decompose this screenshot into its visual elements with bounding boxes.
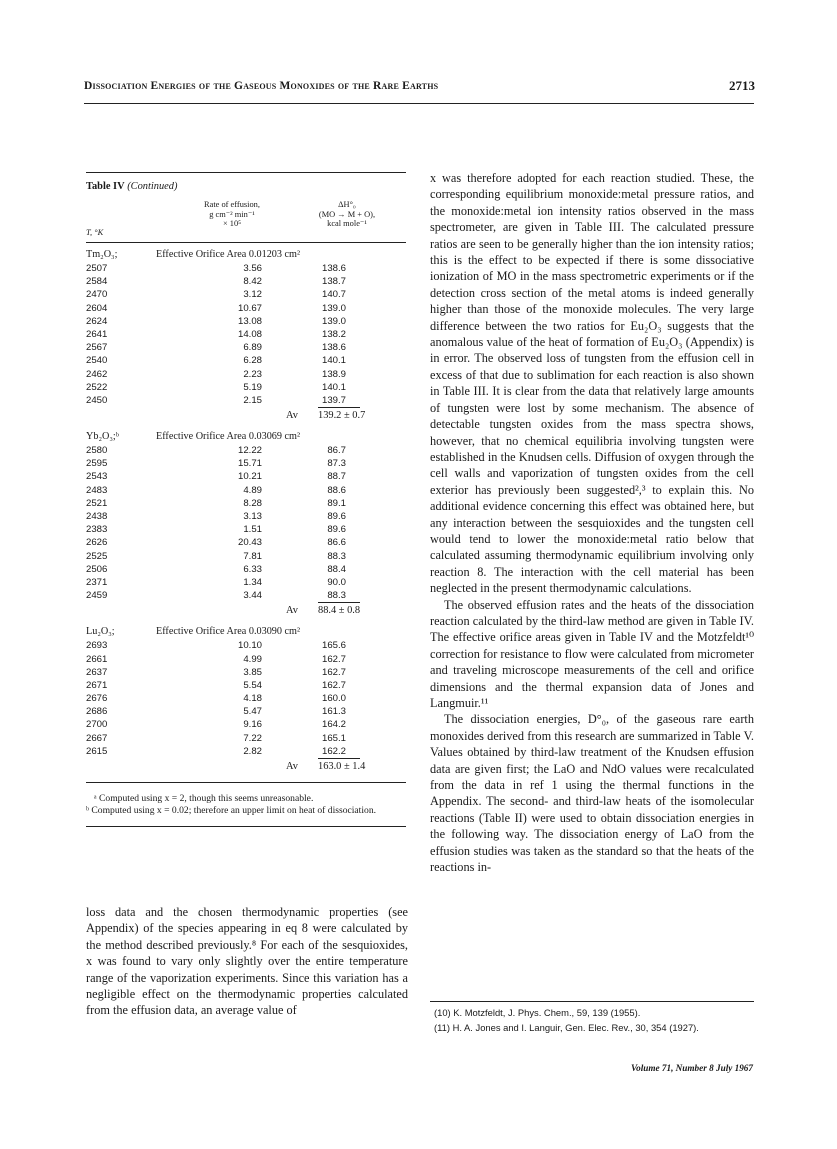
enthalpy-cell: 88.7 — [327, 471, 346, 483]
table-row — [86, 563, 406, 576]
enthalpy-cell: 140.1 — [321, 355, 346, 367]
running-header: Dissociation Energies of the Gaseous Monoxides of the Rare Earths — [84, 80, 439, 92]
average-row — [86, 407, 406, 425]
temperature-cell: 2580 — [86, 445, 108, 457]
table-row — [86, 354, 406, 367]
temperature-cell: 2450 — [86, 394, 108, 406]
col-header-rate-line: Rate of effusion, — [204, 200, 260, 209]
rate-cell: 1.34 — [243, 576, 262, 588]
rate-cell: 5.54 — [243, 679, 262, 691]
compound-label: Lu₂O₃; — [86, 626, 115, 638]
rate-cell: 6.28 — [243, 355, 262, 367]
table-row — [86, 523, 406, 536]
average-row — [86, 602, 406, 620]
temperature-cell: 2371 — [86, 576, 108, 588]
rate-cell: 20.43 — [237, 537, 262, 549]
enthalpy-cell: 140.1 — [321, 381, 346, 393]
table-row — [86, 536, 406, 549]
table-row — [86, 732, 406, 745]
table-footnotes — [86, 793, 406, 816]
table-row — [86, 262, 406, 275]
average-label: Av — [286, 605, 298, 617]
enthalpy-cell: 88.4 — [327, 563, 346, 575]
enthalpy-cell: 138.7 — [321, 276, 346, 288]
average-label: Av — [286, 761, 298, 772]
temperature-cell: 2525 — [86, 550, 108, 562]
header-rule-line — [86, 242, 406, 243]
enthalpy-cell: 165.6 — [321, 640, 346, 652]
average-label: Av — [286, 410, 298, 422]
col-header-dh-line: kcal mole⁻¹ — [327, 219, 367, 229]
page-footer: Volume 71, Number 8 July 1967 — [631, 1063, 753, 1073]
table-row — [86, 484, 406, 497]
table-section — [86, 624, 406, 776]
temperature-cell: 2584 — [86, 276, 108, 288]
rate-cell: 5.19 — [243, 381, 262, 393]
table-row — [86, 745, 406, 758]
table-section — [86, 247, 406, 425]
temperature-cell: 2567 — [86, 342, 108, 354]
rate-cell: 3.44 — [243, 590, 262, 602]
header-rule — [84, 103, 754, 104]
table-row — [86, 275, 406, 288]
table-row — [86, 328, 406, 341]
rate-cell: 3.85 — [243, 666, 262, 678]
temperature-cell: 2671 — [86, 679, 108, 691]
table-footnote-a: ᵃ Computed using x = 2, though this seems unreasonable. — [94, 793, 314, 804]
table-row — [86, 368, 406, 381]
average-value: 139.2 ± 0.7 — [318, 410, 366, 422]
temperature-cell: 2661 — [86, 653, 108, 665]
rate-cell: 10.67 — [237, 302, 262, 314]
table-column-headers — [86, 200, 406, 240]
rate-cell: 3.12 — [243, 289, 262, 301]
table-row — [86, 639, 406, 652]
compound-label: Tm₂O₃; — [86, 249, 118, 260]
temperature-cell: 2383 — [86, 524, 108, 536]
rate-cell: 7.22 — [243, 732, 262, 744]
temperature-cell: 2693 — [86, 640, 108, 652]
section-header — [86, 247, 406, 262]
temperature-cell: 2540 — [86, 355, 108, 367]
body-paragraph: The observed effusion rates and the heats of the dissociation reaction calculated by the third-law method are given in Table IV. The effective orifice areas given in Table IV and the Motzfeldt¹⁰ correction for resistance to flow were calculated from micrometer and traveling microscope measurements of the cell and orifice dimensions and the thermal expansion data of Jones and Langmuir.¹¹ — [430, 597, 754, 710]
table-section — [86, 429, 406, 620]
temperature-cell: 2483 — [86, 484, 108, 496]
table-row — [86, 718, 406, 731]
rate-cell: 3.56 — [243, 263, 262, 274]
orifice-area: Effective Orifice Area 0.01203 cm² — [156, 249, 301, 260]
enthalpy-cell: 88.3 — [327, 590, 346, 602]
compound-label: Yb₂O₃;ᵇ — [86, 431, 119, 443]
rate-cell: 14.08 — [237, 328, 262, 340]
rate-cell: 12.22 — [237, 445, 262, 457]
temperature-cell: 2686 — [86, 706, 108, 718]
temperature-cell: 2667 — [86, 732, 108, 744]
orifice-area: Effective Orifice Area 0.03069 cm² — [156, 431, 301, 443]
rate-cell: 6.89 — [243, 342, 262, 354]
table-row — [86, 470, 406, 483]
reference-item: (10) K. Motzfeldt, J. Phys. Chem., 59, 139 (1955). — [434, 1007, 641, 1018]
average-value: 88.4 ± 0.8 — [318, 605, 361, 617]
rate-cell: 4.89 — [243, 484, 262, 496]
temperature-cell: 2438 — [86, 511, 108, 522]
temperature-cell: 2624 — [86, 315, 108, 327]
temperature-cell: 2543 — [86, 471, 108, 483]
table-row — [86, 302, 406, 315]
enthalpy-cell: 90.0 — [327, 576, 346, 588]
body-paragraph: loss data and the chosen thermodynamic properties (see Appendix) of the species appearing in eq 8 were calculated by the method described previously.⁸ For each of the sesquioxides, x was found to vary only slightly over the entire temperature range of the vaporization experiments. Since this variation has a negligible effect on the thermodynamic properties calculated from the effusion data, an average value of — [86, 905, 408, 1018]
temperature-cell: 2626 — [86, 537, 108, 549]
enthalpy-cell: 138.2 — [321, 328, 346, 340]
rate-cell: 1.51 — [243, 524, 262, 536]
rate-cell: 3.13 — [243, 511, 262, 522]
table-bottom-rule — [86, 782, 406, 783]
table-continued: (Continued) — [127, 181, 178, 192]
enthalpy-cell: 162.2 — [321, 745, 346, 757]
table-iv — [86, 172, 406, 827]
temperature-cell: 2604 — [86, 302, 108, 314]
enthalpy-cell: 140.7 — [321, 289, 346, 301]
col-header-rate-line: × 10⁵ — [222, 219, 242, 229]
right-column-text — [430, 170, 754, 875]
rate-cell: 7.81 — [243, 550, 262, 562]
temperature-cell: 2637 — [86, 666, 108, 678]
table-row — [86, 394, 406, 407]
table-row — [86, 705, 406, 718]
enthalpy-cell: 88.6 — [327, 484, 346, 496]
enthalpy-cell: 88.3 — [327, 550, 346, 562]
rate-cell: 2.15 — [243, 394, 262, 406]
col-header-dh-line: ΔH°₀ — [338, 200, 356, 209]
table-row — [86, 550, 406, 563]
table-row — [86, 510, 406, 523]
rate-cell: 9.16 — [243, 719, 262, 731]
enthalpy-cell: 86.7 — [327, 445, 346, 457]
table-row — [86, 444, 406, 457]
table-row — [86, 679, 406, 692]
enthalpy-cell: 162.7 — [321, 679, 346, 691]
rate-cell: 8.42 — [243, 276, 262, 288]
temperature-cell: 2459 — [86, 590, 108, 602]
table-row — [86, 288, 406, 301]
references — [434, 1006, 756, 1035]
enthalpy-cell: 162.7 — [321, 653, 346, 665]
temperature-cell: 2615 — [86, 745, 108, 757]
table-row — [86, 457, 406, 470]
rate-cell: 8.28 — [243, 497, 262, 509]
table-row — [86, 381, 406, 394]
rate-cell: 2.82 — [243, 745, 262, 757]
rate-cell: 13.08 — [237, 315, 262, 327]
enthalpy-cell: 164.2 — [321, 719, 346, 731]
table-row — [86, 576, 406, 589]
page-number: 2713 — [729, 78, 755, 93]
temperature-cell: 2700 — [86, 719, 108, 731]
table-top-rule — [86, 172, 406, 173]
section-header — [86, 429, 406, 444]
rate-cell: 4.18 — [243, 693, 262, 705]
enthalpy-cell: 138.6 — [321, 342, 346, 354]
average-value: 163.0 ± 1.4 — [318, 761, 366, 772]
table-caption — [86, 181, 406, 192]
temperature-cell: 2595 — [86, 458, 108, 470]
enthalpy-cell: 162.7 — [321, 666, 346, 678]
enthalpy-cell: 160.0 — [321, 693, 346, 705]
average-row — [86, 758, 406, 776]
enthalpy-cell: 139.7 — [321, 394, 346, 406]
enthalpy-cell: 89.6 — [327, 511, 346, 522]
enthalpy-cell: 139.0 — [321, 302, 346, 314]
table-row — [86, 666, 406, 679]
temperature-cell: 2507 — [86, 263, 108, 274]
col-header-rate-line: g cm⁻² min⁻¹ — [209, 209, 255, 219]
temperature-cell: 2506 — [86, 563, 108, 575]
table-row — [86, 315, 406, 328]
table-row — [86, 653, 406, 666]
col-header-enthalpy — [292, 200, 402, 229]
enthalpy-cell: 89.6 — [327, 524, 346, 536]
rate-cell: 10.21 — [237, 471, 262, 483]
enthalpy-cell: 86.6 — [327, 537, 346, 549]
table-row — [86, 692, 406, 705]
temperature-cell: 2676 — [86, 693, 108, 705]
table-body — [86, 247, 406, 776]
reference-item: (11) H. A. Jones and I. Languir, Gen. Elec. Rev., 30, 354 (1927). — [434, 1021, 699, 1033]
rate-cell: 15.71 — [237, 458, 262, 470]
temperature-cell: 2521 — [86, 497, 108, 509]
col-header-dh-line: (MO → M + O), — [318, 209, 376, 219]
orifice-area: Effective Orifice Area 0.03090 cm² — [156, 626, 301, 638]
table-end-rule — [86, 826, 406, 827]
enthalpy-cell: 89.1 — [327, 497, 346, 509]
temperature-cell: 2641 — [86, 328, 108, 340]
table-footnote-b: ᵇ Computed using x = 0.02; therefore an upper limit on heat of dissociation. — [86, 804, 377, 816]
section-header — [86, 624, 406, 639]
table-row — [86, 589, 406, 602]
rate-cell: 5.47 — [243, 706, 262, 718]
rate-cell: 6.33 — [243, 563, 262, 575]
enthalpy-cell: 138.6 — [321, 263, 346, 274]
rate-cell: 2.23 — [243, 368, 262, 380]
rate-cell: 4.99 — [243, 653, 262, 665]
col-header-rate — [182, 200, 282, 229]
enthalpy-cell: 87.3 — [327, 458, 346, 470]
table-row — [86, 497, 406, 510]
body-paragraph: x was therefore adopted for each reaction studied. These, the corresponding equilibrium monoxide:metal pressure ratios, and the monoxide:metal ion intensity ratios observed in the mass spectrometer, are given in Table III. The calculated pressure ratios are seen to be generally higher than the ion intensity ratios; this is the effect to be expected if there is some dissociative ionization of MO in the mass spectrometric experiments or if the detection cross section of the metal atoms is indeed generally higher than those of the monoxide molecules. The very large difference between the two ratios for Eu₂O₃ suggests that the anomalous value of the heat of formation of Eu₂O₃ (Appendix) is in error. The observed loss of tungsten from the effusion cell in excess of that due to sublimation for each reaction is also shown in Table III. It is clear from the data that relatively large amounts of tungsten were lost by some mechanism. The absence of detectable tungsten oxides from the mass spectra shows, however, that no chemical equilibria involving tungsten were established in the Knudsen cells. Diffusion of oxygen through the cell walls and vaporization of tungsten oxides from the cell exterior has previously been suggested²,³ to explain this. No additional evidence concerning this effect was obtained here, but any interaction between the sesquioxides and the tungsten cell would tend to lower the monoxide:metal ratio below that calculated assuming thermodynamic equilibrium involving only reaction 8. The interaction with the cell material has been neglected in the present thermodynamic calculations. — [430, 171, 754, 596]
temperature-cell: 2470 — [86, 289, 108, 301]
temperature-cell: 2522 — [86, 381, 108, 393]
temperature-cell: 2462 — [86, 368, 108, 380]
rate-cell: 10.10 — [237, 640, 262, 652]
references-rule — [430, 1001, 754, 1002]
table-row — [86, 341, 406, 354]
table-label: Table IV — [86, 181, 125, 192]
body-paragraph: The dissociation energies, D°₀, of the gaseous rare earth monoxides derived from this research are summarized in Table V. Values obtained by third-law treatment of the Knudsen effusion data are given first; the LaO and NdO values were recalculated from the data in ref 1 using the thermal functions in the Appendix. The second- and third-law heats of the isomolecular reactions (Table II) were used to obtain dissociation energies in the following way. The dissociation energy of LaO from the effusion studies was taken as the standard so that the heats of the reactions in- — [430, 712, 754, 875]
left-column-text — [86, 904, 408, 1019]
col-header-temperature: T, °K — [86, 228, 104, 237]
enthalpy-cell: 161.3 — [321, 706, 346, 718]
enthalpy-cell: 139.0 — [321, 315, 346, 327]
enthalpy-cell: 138.9 — [321, 368, 346, 380]
enthalpy-cell: 165.1 — [321, 732, 346, 744]
